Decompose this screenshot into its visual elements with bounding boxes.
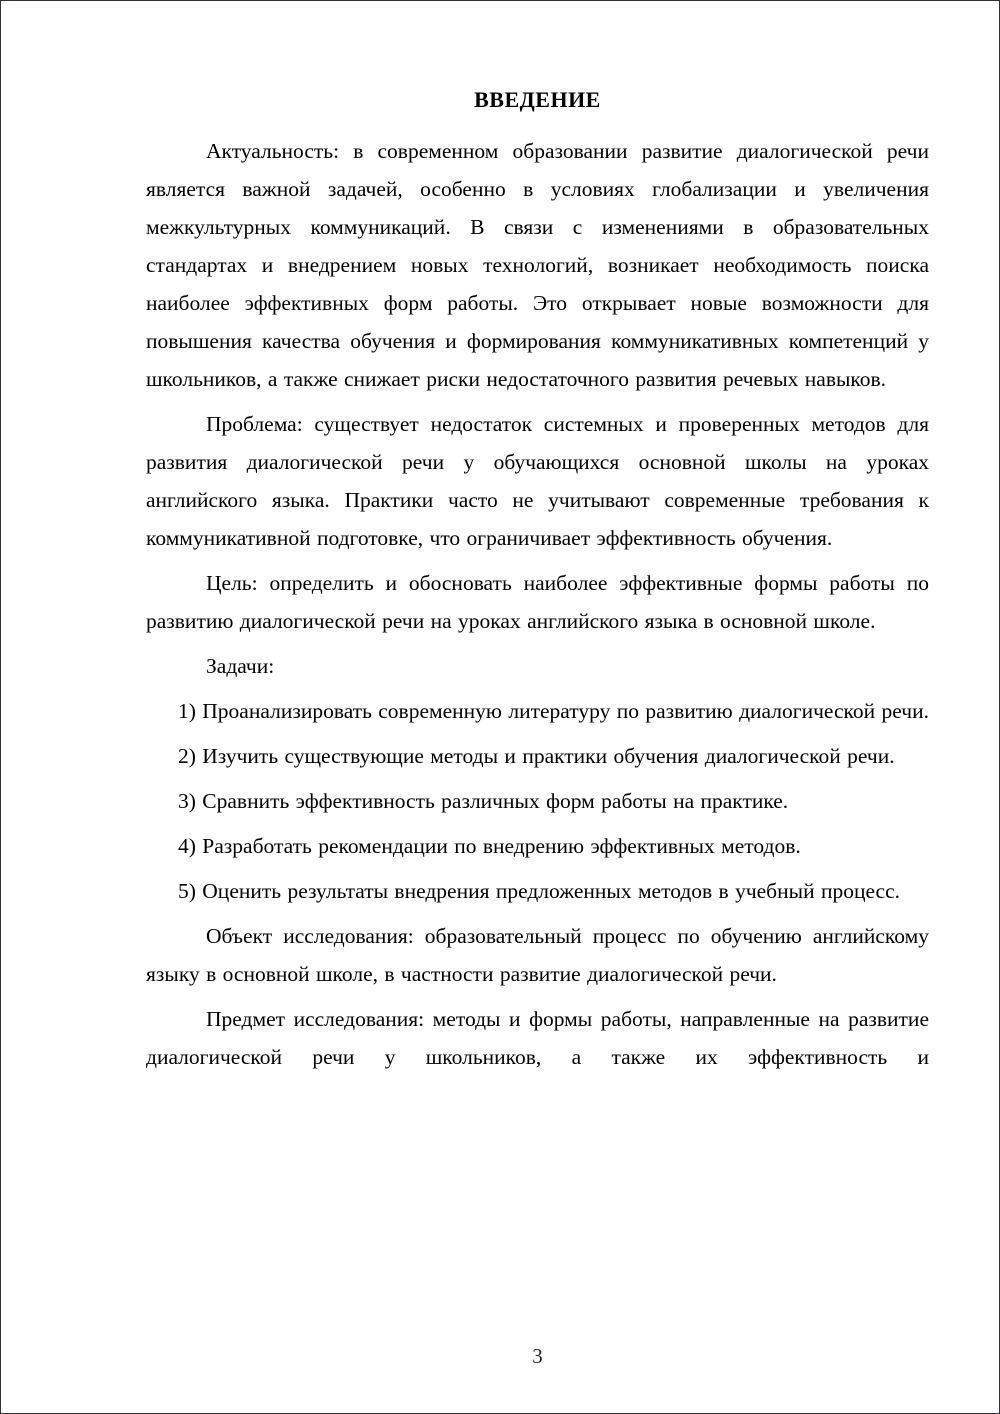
task-item-2: 2) Изучить существующие методы и практики обучения диалогической речи. bbox=[178, 744, 895, 768]
paragraph-problem: Проблема: существует недостаток системных и проверенных методов для развития диалогической речи у обучающихся основной школы на уроках английского языка. Практики часто не учитывают современные требования к коммуникативной подготовке, что ограничивает эффективность обучения. bbox=[146, 412, 929, 550]
task-item-1: 1) Проанализировать современную литературу по развитию диалогической речи. bbox=[178, 699, 929, 723]
paragraph-research-object: Объект исследования: образовательный процесс по обучению английскому языку в основной школе, в частности развитие диалогической речи. bbox=[146, 924, 929, 986]
paragraph-relevance: Актуальность: в современном образовании развитие диалогической речи является важной задачей, особенно в условиях глобализации и увеличения межкультурных коммуникаций. В связи с изменениями в образовательных стандартах и внедрением новых технологий, возникает необходимость поиска наиболее эффективных форм работы. Это открывает новые возможности для повышения качества обучения и формирования коммуникативных компетенций у школьников, а также снижает риски недостаточного развития речевых навыков. bbox=[146, 139, 929, 391]
page-number: 3 bbox=[532, 1344, 543, 1368]
paragraph-research-subject: Предмет исследования: методы и формы работы, направленные на развитие диалогической речи у школьников, а также их эффективность и bbox=[146, 1007, 929, 1069]
tasks-label: Задачи: bbox=[206, 654, 275, 678]
task-item-5: 5) Оценить результаты внедрения предложенных методов в учебный процесс. bbox=[178, 879, 901, 903]
paragraph-objective: Цель: определить и обосновать наиболее эффективные формы работы по развитию диалогической речи на уроках английского языка в основной школе. bbox=[146, 571, 929, 633]
page-title: ВВЕДЕНИЕ bbox=[474, 87, 601, 112]
task-item-4: 4) Разработать рекомендации по внедрению эффективных методов. bbox=[178, 834, 801, 858]
task-item-3: 3) Сравнить эффективность различных форм работы на практике. bbox=[178, 789, 789, 813]
